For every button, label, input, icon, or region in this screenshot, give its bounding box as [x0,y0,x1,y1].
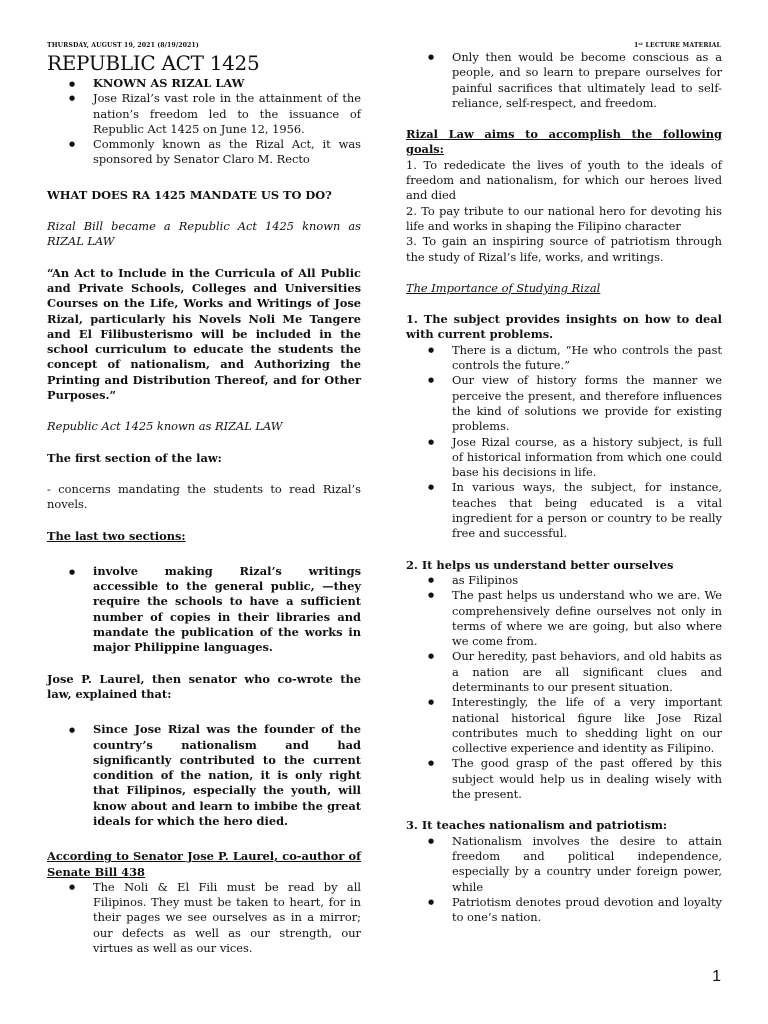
right-column [406,40,722,925]
page-title: REPUBLIC ACT 1425 [47,51,260,75]
first-section-heading: The first section of the law: [47,450,222,465]
subject-2-heading: 2. It helps us understand better ourselves [406,557,674,572]
subject-1-heading: 1. The subject provides insights on how to deal with current problems. [406,312,722,342]
goal-2: 2. To pay tribute to our national hero for devoting his life and works in shaping the Filipino character [406,203,722,233]
list-item: ● The good grasp of the past offered by this subject would help us in dealing wisely with the present. [452,756,722,802]
importance-heading: The Importance of Studying Rizal [406,280,601,295]
according-bullets [47,880,361,956]
list-item: ● involve making Rizal’s writings accessible to the general public, —they require the schools to have a sufficient number of copies in their libraries and mandate the publication of the works in major Philippine languages. [93,564,361,656]
laurel-bullets [47,722,361,829]
list-item: ● KNOWN AS RIZAL LAW [93,76,361,91]
section-heading-mandate: WHAT DOES RA 1425 MANDATE US TO DO? [47,187,332,202]
rizal-bill-statement: Rizal Bill became a Republic Act 1425 known as RIZAL LAW [47,219,361,249]
first-section-text: - concerns mandating the students to read Rizal’s novels. [47,481,361,512]
list-item: ● Jose Rizal course, as a history subject, is full of historical information from which one could base his decisions in life. [452,435,722,481]
list-item: ● as Filipinos [452,573,722,588]
ra-known-statement: Republic Act 1425 known as RIZAL LAW [47,419,283,434]
last-two-sections-heading: The last two sections: [47,528,186,543]
list-item: ● Only then would be become conscious as a people, and so learn to prepare ourselves for painful sacrifices that ultimately lead to self-reliance, self-respect, and freedom. [452,50,722,111]
subject-2-bullets [406,573,722,802]
goal-1: 1. To rededicate the lives of youth to the ideals of freedom and nationalism, for which our heroes lived and died [406,157,722,203]
list-item: ● Interestingly, the life of a very important national historical figure like Jose Rizal contributes much to shedding light on our collective experience and identity as Filipino. [452,695,722,756]
laurel-intro: Jose P. Laurel, then senator who co-wrote the law, explained that: [47,671,361,701]
list-item: ● In various ways, the subject, for instance, teaches that being educated is a vital ingredient for a person or country to be really free and successful. [452,480,722,541]
list-item: ● There is a dictum, “He who controls the past controls the future.” [452,343,722,374]
last-two-bullets [47,564,361,656]
list-item: ● The past helps us understand who we are. We comprehensively define ourselves not only in terms of where we are going, but also where we come from. [452,588,722,649]
according-heading: According to Senator Jose P. Laurel, co-author of Senate Bill 438 [47,849,361,879]
list-item: ● Commonly known as the Rizal Act, it was sponsored by Senator Claro M. Recto [93,137,361,168]
header-date: THURSDAY, AUGUST 19, 2021 (8/19/2021) [47,42,199,49]
intro-bullets [47,76,361,168]
header-lecture-label: 1ˢᵗ LECTURE MATERIAL [633,42,721,49]
act-quote: “An Act to Include in the Curricula of All Public and Private Schools, Colleges and Universities Courses on the Life, Works and Writings of Jose Rizal, particularly his Novels Noli Me Tangere and El Filibusterismo will be included in the school curriculum to educate the students the concept of nationalism, and Authorizing the Printing and Distribution Thereof, and for Other Purposes.” [47,265,361,403]
list-item: ● Patriotism denotes proud devotion and loyalty to one’s nation. [452,895,722,926]
only-then-bullets [406,50,722,111]
subject-3-bullets [406,834,722,926]
subject-1-bullets [406,343,722,542]
list-item: ● Our heredity, past behaviors, and old habits as a nation are all significant clues and determinants to our present situation. [452,649,722,695]
list-item: ● Since Jose Rizal was the founder of the country’s nationalism and had significantly contributed to the current condition of the nation, it is only right that Filipinos, especially the youth, will know about and learn to imbibe the great ideals for which the hero died. [93,722,361,829]
left-column [47,40,361,956]
page-number: 1 [712,968,721,985]
list-item: ● The Noli & El Fili must be read by all Filipinos. They must be taken to heart, for in their pages we see ourselves as in a mirror; our defects as well as our strength, our virtues as well as our vices. [93,880,361,956]
subject-3-heading: 3. It teaches nationalism and patriotism: [406,818,668,833]
list-item: ● Our view of history forms the manner we perceive the present, and therefore influences the kind of solutions we provide for existing problems. [452,373,722,434]
list-item: ● Nationalism involves the desire to attain freedom and political independence, especially by a country under foreign power, while [452,834,722,895]
goals-heading: Rizal Law aims to accomplish the following goals: [406,127,722,157]
list-item: ● Jose Rizal’s vast role in the attainment of the nation’s freedom led to the issuance of Republic Act 1425 on June 12, 1956. [93,91,361,137]
goal-3: 3. To gain an inspiring source of patriotism through the study of Rizal’s life, works, and writings. [406,234,722,264]
